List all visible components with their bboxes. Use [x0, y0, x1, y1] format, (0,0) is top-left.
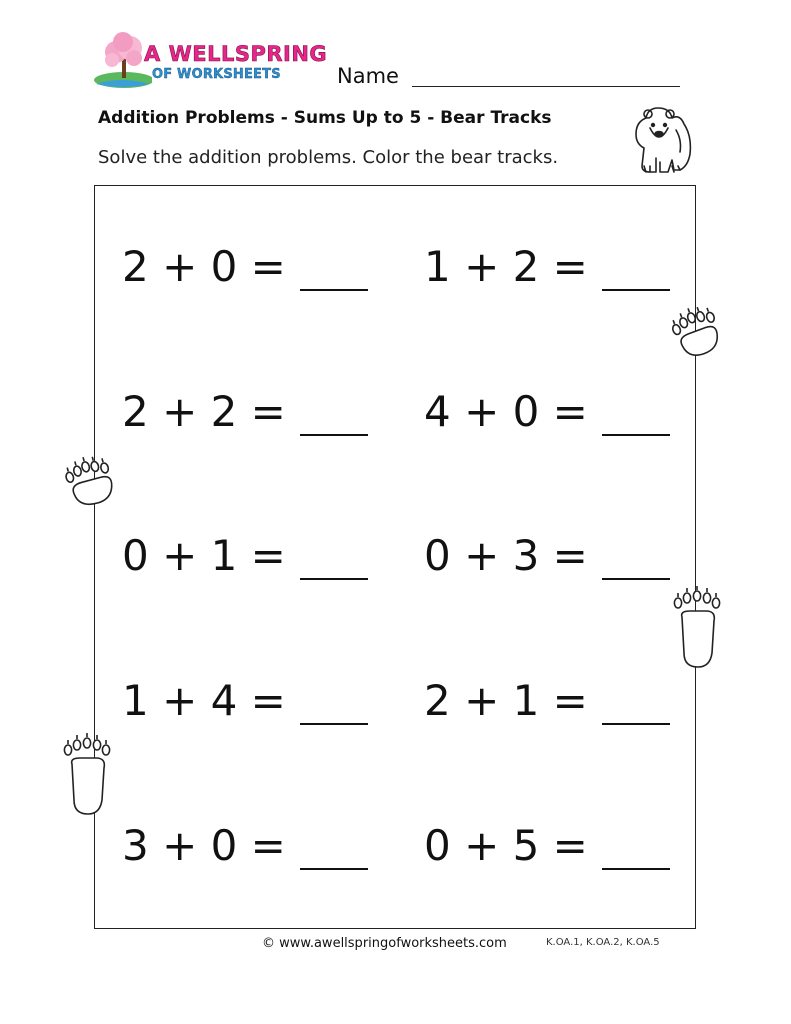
problem-equation: 0 + 3 =	[424, 531, 588, 580]
answer-blank[interactable]	[602, 398, 670, 436]
bear-track-3[interactable]	[668, 583, 726, 673]
problem-equation: 1 + 2 =	[424, 242, 588, 291]
problem-equation: 0 + 5 =	[424, 821, 588, 870]
bear-track-2[interactable]	[60, 452, 122, 514]
logo-line-1: A WELLSPRING	[144, 42, 328, 66]
bear-track-1[interactable]	[666, 305, 728, 367]
problem-3	[122, 388, 368, 436]
problem-equation: 2 + 0 =	[122, 242, 286, 291]
answer-blank[interactable]	[300, 542, 368, 580]
problem-equation: 4 + 0 =	[424, 387, 588, 436]
answer-blank[interactable]	[602, 253, 670, 291]
answer-blank[interactable]	[300, 398, 368, 436]
answer-blank[interactable]	[300, 832, 368, 870]
instructions: Solve the addition problems. Color the bear tracks.	[98, 147, 559, 168]
bear-icon	[624, 100, 696, 178]
problem-equation: 2 + 2 =	[122, 387, 286, 436]
problem-2	[424, 243, 670, 291]
name-field[interactable]	[412, 86, 680, 87]
answer-blank[interactable]	[300, 253, 368, 291]
problem-9	[122, 822, 368, 870]
problem-7	[122, 677, 368, 725]
answer-blank[interactable]	[602, 687, 670, 725]
name-label: Name	[337, 64, 399, 88]
problem-equation: 3 + 0 =	[122, 821, 286, 870]
standards-code: K.OA.1, K.OA.2, K.OA.5	[546, 937, 660, 948]
problem-equation: 1 + 4 =	[122, 676, 286, 725]
logo-line-2: OF WORKSHEETS	[152, 67, 281, 82]
problem-4	[424, 388, 670, 436]
problem-equation: 2 + 1 =	[424, 676, 588, 725]
problem-10	[424, 822, 670, 870]
problem-8	[424, 677, 670, 725]
answer-blank[interactable]	[602, 832, 670, 870]
worksheet-title: Addition Problems - Sums Up to 5 - Bear Tracks	[98, 108, 552, 128]
problem-5	[122, 532, 368, 580]
tree-icon	[92, 30, 152, 92]
answer-blank[interactable]	[602, 542, 670, 580]
bear-track-4[interactable]	[58, 730, 116, 820]
problem-6	[424, 532, 670, 580]
answer-blank[interactable]	[300, 687, 368, 725]
site-logo	[92, 30, 328, 92]
problem-equation: 0 + 1 =	[122, 531, 286, 580]
copyright-footer: © www.awellspringofworksheets.com	[262, 936, 507, 951]
problem-1	[122, 243, 368, 291]
